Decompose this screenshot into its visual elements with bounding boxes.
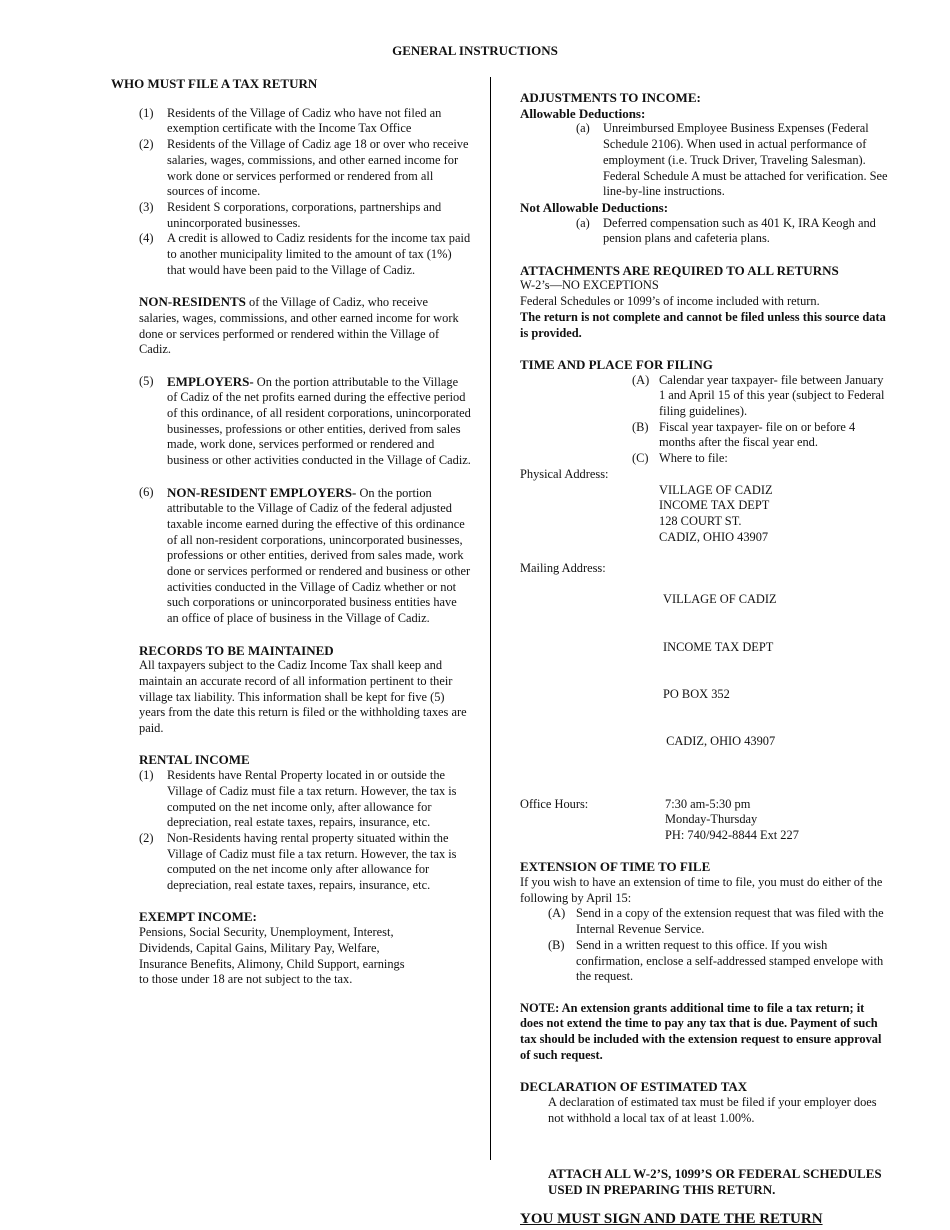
sign-and-date-notice: YOU MUST SIGN AND DATE THE RETURN — [520, 1211, 823, 1228]
attachments-heading: ATTACHMENTS ARE REQUIRED TO ALL RETURNS — [520, 262, 839, 278]
mailing-address-label: Mailing Address: — [520, 561, 606, 576]
attach-all-notice: ATTACH ALL W-2’S, 1099’S OR FEDERAL SCHEDULES USED IN PREPARING THIS RETURN. — [548, 1166, 882, 1198]
time-place-heading: TIME AND PLACE FOR FILING — [520, 356, 713, 372]
not-allowable-item: (a) Deferred compensation such as 401 K, IRA Keogh and pension plans and cafeteria plans. — [576, 215, 876, 246]
rental-income-list — [139, 768, 471, 894]
extension-text: If you wish to have an extension of time to file, you must do either of the following by April 15: — [520, 875, 883, 905]
list-item: (2) Non-Residents having rental property situated within the Village of Cadiz must file a tax return. However, the tax is computed on the net income only after allowance for depreciation, real estate taxes, repairs, insurance, etc. — [139, 830, 457, 893]
extension-note: NOTE: An extension grants additional time to file a tax return; it does not extend the time to pay any tax that is due. Payment of such tax should be included with the extension request to ensure approval of such request. — [520, 1000, 882, 1062]
not-allowable-heading: Not Allowable Deductions: — [520, 199, 669, 215]
list-item: (4) A credit is allowed to Cadiz residents for the income tax paid to another municipality limited to the amount of tax (1%) that would have been paid to the Village of Cadiz. — [139, 231, 471, 277]
non-resident-employers-item: (6) NON-RESIDENT EMPLOYERS- On the portion attributable to the Village of Cadiz of the federal adjusted taxable income earned during the effective of this ordinance of all non-resident corporations, unincorporated businesses, professions or other entities, derived from sales made, work done or services performed or rendered and business or other activities conducted in the Village of Cadiz whether or not such corporations or unincorporated business entities have an office of place of business in the Village of Cadiz. — [139, 484, 471, 626]
who-must-file-heading: WHO MUST FILE A TAX RETURN — [111, 76, 318, 91]
adjustments-heading: ADJUSTMENTS TO INCOME: — [520, 90, 701, 105]
records-text: All taxpayers subject to the Cadiz Income Tax shall keep and maintain an accurate record of all information pertinent to their village tax liability. This information shall be kept for five (5) years from the date this return is filed or the withholding taxes are paid. — [139, 658, 467, 736]
exempt-income-heading: EXEMPT INCOME: — [139, 909, 257, 925]
extension-heading: EXTENSION OF TIME TO FILE — [520, 859, 711, 875]
list-item: (1) Residents have Rental Property located in or outside the Village of Cadiz must file a tax return. However, the tax is computed on the net income only, after allowance for depreciation, real estate taxes, repairs, insurance, etc. — [139, 768, 457, 830]
list-item: (B) Fiscal year taxpayer- file on or before 4 months after the fiscal year end. — [632, 419, 856, 450]
physical-address: VILLAGE OF CADIZ INCOME TAX DEPT 128 COURT ST. CADIZ, OHIO 43907 — [659, 482, 773, 544]
who-must-file-list — [139, 106, 471, 279]
list-item: (2) Residents of the Village of Cadiz age 18 or over who receive salaries, wages, commissions, and other earned income for work done or services performed or rendered from all sources of income. — [139, 137, 469, 199]
column-divider — [490, 77, 491, 1160]
list-item: (1) Residents of the Village of Cadiz who have not filed an exemption certificate with the Income Tax Office — [139, 105, 442, 136]
rental-income-heading: RENTAL INCOME — [139, 752, 250, 768]
non-residents-paragraph: NON-RESIDENTS of the Village of Cadiz, who receive salaries, wages, commissions, and other earned income for work done or services performed or rendered within the Village of Cadiz. — [139, 294, 459, 357]
allowable-item: (a) Unreimbursed Employee Business Expenses (Federal Schedule 2106). When used in actual performance of employment (i.e. Truck Driver, Traveling Salesman). Federal Schedule A must be attached for verification. See line-by-line instructions. — [576, 121, 888, 199]
list-item: (3) Resident S corporations, corporations, partnerships and unincorporated businesses. — [139, 199, 442, 230]
extension-list — [548, 906, 890, 985]
mailing-address: Mailing Address: VILLAGE OF CADIZ INCOME TAX DEPT PO BOX 352 CADIZ, OHIO 43907 — [520, 561, 890, 781]
declaration-heading: DECLARATION OF ESTIMATED TAX — [520, 1079, 748, 1095]
declaration-text: A declaration of estimated tax must be filed if your employer does not withhold a local tax of at least 1.00%. — [548, 1094, 877, 1125]
attachments-w2: W-2’s—NO EXCEPTIONS — [520, 278, 659, 293]
page-title: GENERAL INSTRUCTIONS — [392, 43, 558, 58]
exempt-income-text: Pensions, Social Security, Unemployment, Interest, Dividends, Capital Gains, Military Pay, Welfare, Insurance Benefits, Alimony, Child Support, earnings to those under 18 are not subject to the tax. — [139, 925, 405, 987]
list-item: (A) Send in a copy of the extension request that was filed with the Internal Revenue Service. — [548, 906, 884, 937]
attachments-schedules: Federal Schedules or 1099’s of income included with return. — [520, 294, 820, 309]
left-column — [111, 76, 471, 988]
attachments-warning: The return is not complete and cannot be filed unless this source data is provided. — [520, 309, 886, 340]
employers-item: (5) EMPLOYERS- On the portion attributable to the Village of Cadiz of the net profits earned during the effective period of this ordinance, of all resident corporations, unincorporated businesses, professions or other entities, derived from sales made, work done, services performed or rendered and business or other activities conducted in the Village of Cadiz. — [139, 373, 471, 468]
list-item: (B) Send in a written request to this office. If you wish confirmation, enclose a self-addressed stamped envelope with the request. — [548, 937, 884, 984]
allowable-deductions-heading: Allowable Deductions: — [520, 105, 646, 121]
office-hours: Office Hours: 7:30 am-5:30 pm Monday-Thursday PH: 740/942-8844 Ext 227 — [520, 796, 799, 842]
list-item: (A) Calendar year taxpayer- file between January 1 and April 15 of this year (subject to Federal filing guidelines). — [632, 372, 885, 419]
records-heading: RECORDS TO BE MAINTAINED — [139, 642, 334, 658]
list-item: (C) Where to file: — [632, 451, 728, 466]
time-place-list — [632, 373, 890, 467]
right-column — [520, 90, 890, 1228]
physical-address-label: Physical Address: — [520, 466, 609, 481]
office-hours-label: Office Hours: — [520, 796, 589, 811]
